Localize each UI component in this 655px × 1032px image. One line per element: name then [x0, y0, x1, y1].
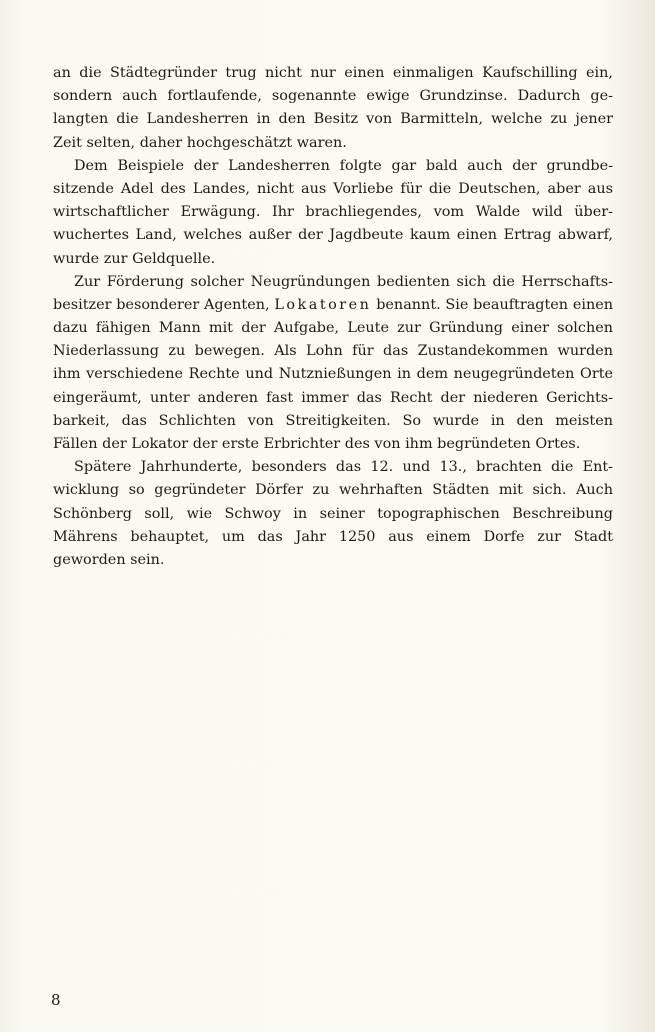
- text-line: Mährens behauptet, um das Jahr 1250 aus einem Dorfe zur Stadt: [53, 528, 613, 545]
- text-line: wuchertes Land, welches außer der Jagdbeute kaum einen Ertrag abwarf,: [53, 227, 613, 244]
- text-line: wurde zur Geldquelle.: [53, 250, 216, 267]
- text-line: Dem Beispiele der Landesherren folgte gar bald auch der grundbe-: [74, 157, 613, 174]
- text-line: Spätere Jahrhunderte, besonders das 12. und 13., brachten die Ent-: [74, 459, 613, 476]
- text-line: wirtschaftlicher Erwägung. Ihr brachliegendes, vom Walde wild über-: [53, 204, 613, 221]
- text-line: langten die Landesherren in den Besitz von Barmitteln, welche zu jener: [53, 111, 613, 128]
- text-line: Schönberg soll, wie Schwoy in seiner topographischen Beschreibung: [53, 505, 613, 522]
- page-number: 8: [51, 991, 61, 1009]
- text-line: dazu fähigen Mann mit der Aufgabe, Leute zur Gründung einer solchen: [53, 320, 613, 337]
- text-line: Niederlassung zu bewegen. Als Lohn für das Zustandekommen wurden: [53, 343, 613, 360]
- text-line: eingeräumt, unter anderen fast immer das Recht der niederen Gerichts-: [53, 389, 613, 406]
- text-segment: besitzer besonderer Agenten,: [53, 296, 270, 313]
- text-line: barkeit, das Schlichten von Streitigkeiten. So wurde in den meisten: [53, 412, 613, 429]
- text-line: sitzende Adel des Landes, nicht aus Vorliebe für die Deutschen, aber aus: [53, 180, 613, 197]
- text-line: Fällen der Lokator der erste Erbrichter des von ihm begründeten Ortes.: [53, 436, 581, 452]
- body-text: [53, 62, 613, 572]
- emphasized-term: Lokatoren: [274, 296, 372, 313]
- text-line: Zur Förderung solcher Neugründungen bedienten sich die Herrschafts-: [74, 273, 613, 290]
- text-line: wicklung so gegründeter Dörfer zu wehrhaften Städten mit sich. Auch: [53, 482, 613, 499]
- text-line: ihm verschiedene Rechte und Nutznießungen in dem neugegründeten Orte: [53, 366, 613, 383]
- text-segment: benannt. Sie beauftragten einen: [376, 296, 613, 313]
- text-line: an die Städtegründer trug nicht nur einen einmaligen Kaufschilling ein,: [53, 65, 613, 81]
- text-line: Zeit selten, daher hochgeschätzt waren.: [53, 134, 347, 151]
- text-line: geworden sein.: [53, 551, 165, 568]
- text-line: sondern auch fortlaufende, sogenannte ewige Grundzinse. Dadurch ge-: [53, 88, 613, 105]
- text-line-with-emphasis: [53, 294, 613, 317]
